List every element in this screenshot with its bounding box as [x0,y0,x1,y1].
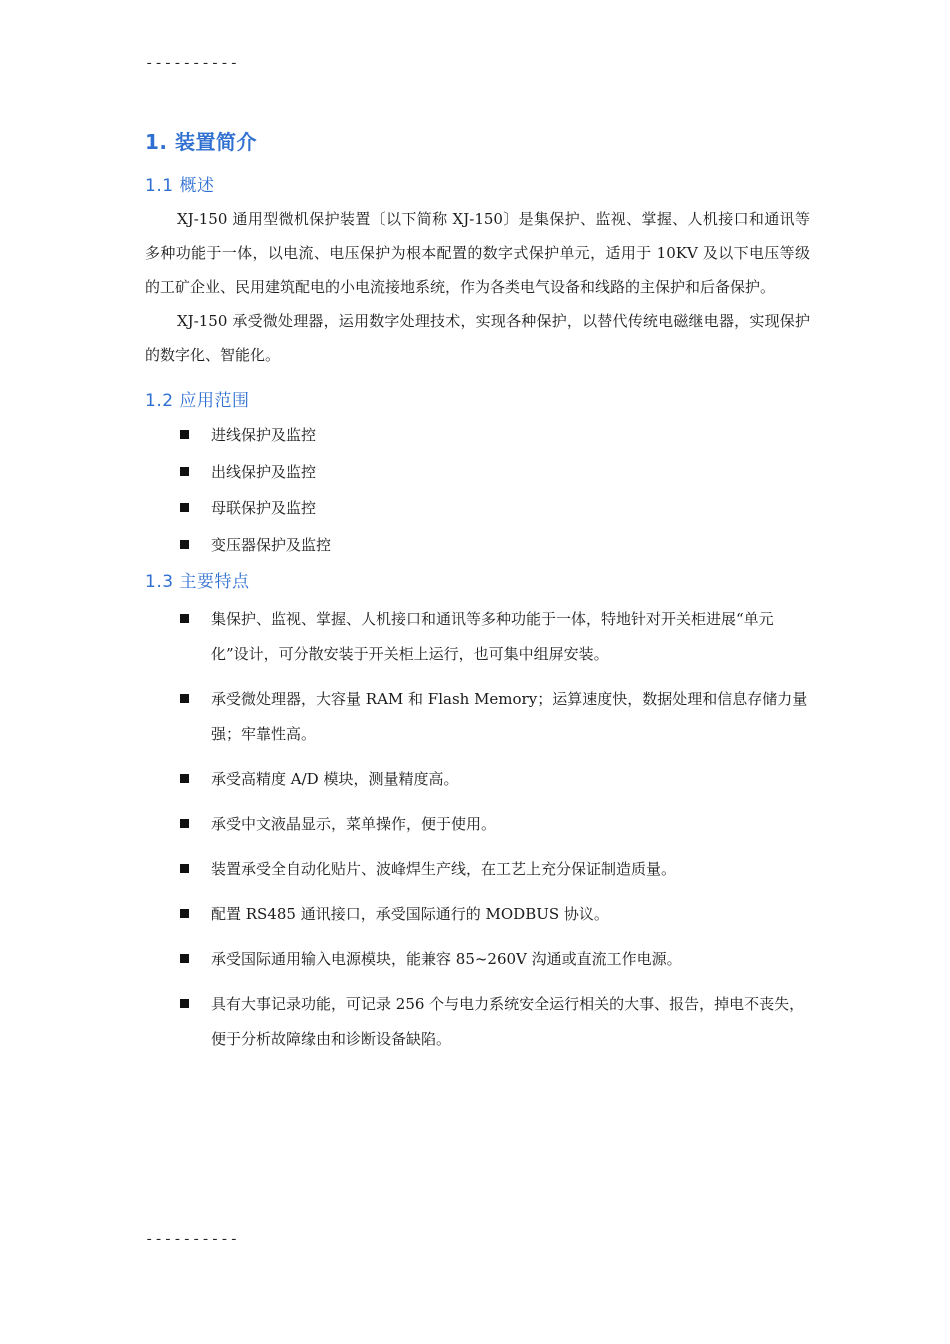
document-body [145,126,810,1067]
list-item: 母联保护及监控 [145,490,810,527]
square-bullet-icon [180,614,189,623]
subsection-title-scope: 1.2 应用范围 [145,391,250,411]
list-item: 承受微处理器，大容量 RAM 和 Flash Memory；运算速度快，数据处理和信息存储力量强；牢靠性高。 [145,682,810,752]
list-item: 装置承受全自动化贴片、波峰焊生产线，在工艺上充分保证制造质量。 [145,852,810,887]
scope-list [145,417,810,563]
list-item: 出线保护及监控 [145,454,810,491]
square-bullet-icon [180,467,189,476]
square-bullet-icon [180,694,189,703]
footer-rule: ---------- [145,1232,240,1248]
square-bullet-icon [180,540,189,549]
list-item: 进线保护及监控 [145,417,810,454]
square-bullet-icon [180,954,189,963]
list-item: 变压器保护及监控 [145,527,810,564]
list-item: 承受高精度 A/D 模块，测量精度高。 [145,762,810,797]
features-list [145,602,810,1057]
header-rule: ---------- [145,56,240,72]
subsection-title-overview: 1.1 概述 [145,176,215,196]
square-bullet-icon [180,774,189,783]
square-bullet-icon [180,819,189,828]
overview-paragraph: XJ-150 通用型微机保护装置〔以下简称 XJ-150〕是集保护、监视、掌握、人机接口和通讯等多种功能于一体，以电流、电压保护为根本配置的数字式保护单元，适用于 10KV 及以下电压等级的工矿企业、民用建筑配电的小电流接地系统，作为各类电气设备和线路的主保护和后备保护。 [145,210,810,296]
square-bullet-icon [180,909,189,918]
subsection-title-features: 1.3 主要特点 [145,572,250,592]
square-bullet-icon [180,503,189,512]
square-bullet-icon [180,999,189,1008]
overview-paragraph: XJ-150 承受微处理器，运用数字处理技术，实现各种保护，以替代传统电磁继电器，实现保护的数字化、智能化。 [145,312,810,364]
square-bullet-icon [180,430,189,439]
square-bullet-icon [180,864,189,873]
section-title: 1. 装置简介 [145,130,257,154]
list-item: 具有大事记录功能，可记录 256 个与电力系统安全运行相关的大事、报告，掉电不丧失，便于分析故障缘由和诊断设备缺陷。 [145,987,810,1057]
list-item: 承受中文液晶显示，菜单操作，便于使用。 [145,807,810,842]
list-item: 集保护、监视、掌握、人机接口和通讯等多种功能于一体，特地针对开关柜进展“单元化”设计，可分散安装于开关柜上运行，也可集中组屏安装。 [145,602,810,672]
list-item: 配置 RS485 通讯接口，承受国际通行的 MODBUS 协议。 [145,897,810,932]
list-item: 承受国际通用输入电源模块，能兼容 85~260V 沟通或直流工作电源。 [145,942,810,977]
